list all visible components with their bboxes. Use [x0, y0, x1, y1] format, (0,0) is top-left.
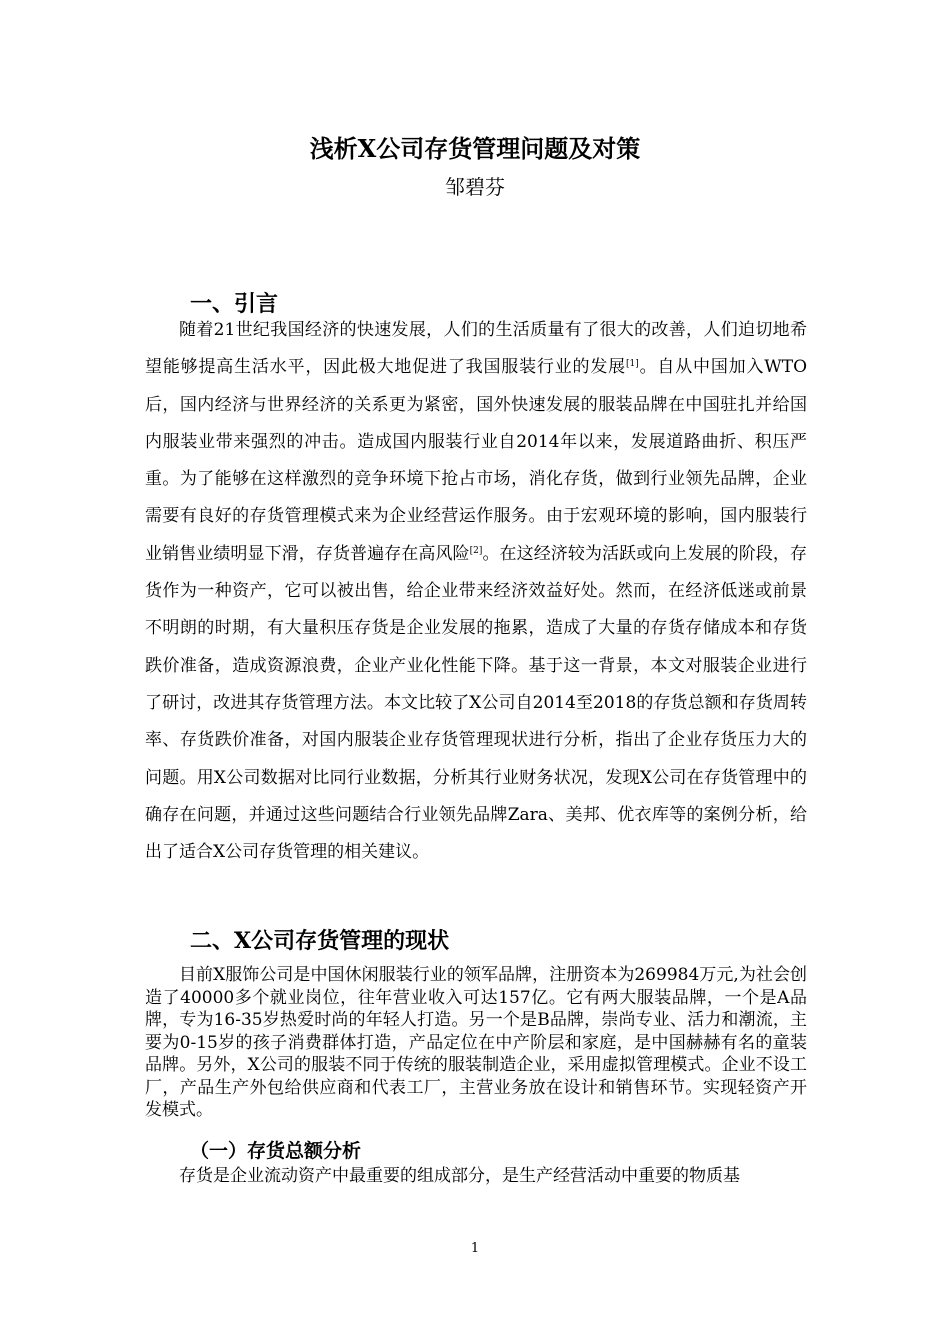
document-title: 浅析X公司存货管理问题及对策	[309, 134, 641, 163]
section-heading-status: 二、X公司存货管理的现状	[190, 928, 450, 954]
introduction-text-part-1: 随着21世纪我国经济的快速发展，人们的生活质量有了很大的改善，人们迫切地希望能够提高生活水平，因此极大地促进了我国服装行业的发展	[145, 320, 807, 378]
section-heading-introduction: 一、引言	[190, 291, 279, 317]
status-paragraph: 目前X服饰公司是中国休闲服装行业的领军品牌，注册资本为269984万元,为社会创造了40000多个就业岗位，往年营业收入可达157亿。它有两大服装品牌，一个是A品牌，专为16-35岁热爱时尚的年轻人打造。另一个是B品牌，崇尚专业、活力和潮流，主要为0-15岁的孩子消费群体打造，产品定位在中产阶层和家庭，是中国赫赫有名的童装品牌。另外，X公司的服装不同于传统的服装制造企业，采用虚拟管理模式。企业不设工厂，产品生产外包给供应商和代表工厂，主营业务放在设计和销售环节。实现轻资产开发模式。	[145, 965, 807, 1120]
introduction-text-part-2: 。自从中国加入WTO后，国内经济与世界经济的关系更为紧密，国外快速发展的服装品牌在中国驻扎并给国内服装业带来强烈的冲击。造成国内服装行业自2014年以来，发展道路曲折、积压严重。为了能够在这样激烈的竞争环境下抢占市场，消化存货，做到行业领先品牌，企业需要有良好的存货管理模式来为企业经营运作服务。由于宏观环境的影响，国内服装行业销售业绩明显下滑，存货普遍存在高风险	[145, 357, 808, 564]
inventory-total-paragraph: 存货是企业流动资产中最重要的组成部分，是生产经营活动中重要的物质基	[179, 1166, 740, 1186]
page-number: 1	[470, 1241, 480, 1256]
introduction-text-part-3: 。在这经济较为活跃或向上发展的阶段，存货作为一种资产，它可以被出售，给企业带来经济效益好处。然而，在经济低迷或前景不明朗的时期，有大量积压存货是企业发展的拖累，造成了大量的存货存储成本和存货跌价准备，造成资源浪费，企业产业化性能下降。基于这一背景，本文对服装企业进行了研讨，改进其存货管理方法。本文比较了X公司自2014至2018的存货总额和存货周转率、存货跌价准备，对国内服装企业存货管理现状进行分析，指出了企业存货压力大的问题。用X公司数据对比同行业数据，分析其行业财务状况，发现X公司在存货管理中的确存在问题，并通过这些问题结合行业领先品牌Zara、美邦、优衣库等的案例分析，给出了适合X公司存货管理的相关建议。	[145, 543, 807, 863]
subsection-heading-inventory-total: （一）存货总额分析	[190, 1140, 362, 1162]
document-author: 邹碧芬	[445, 175, 505, 199]
citation-2[interactable]: [2]	[469, 545, 483, 556]
introduction-paragraph	[145, 312, 807, 871]
citation-1[interactable]: [1]	[626, 359, 639, 370]
